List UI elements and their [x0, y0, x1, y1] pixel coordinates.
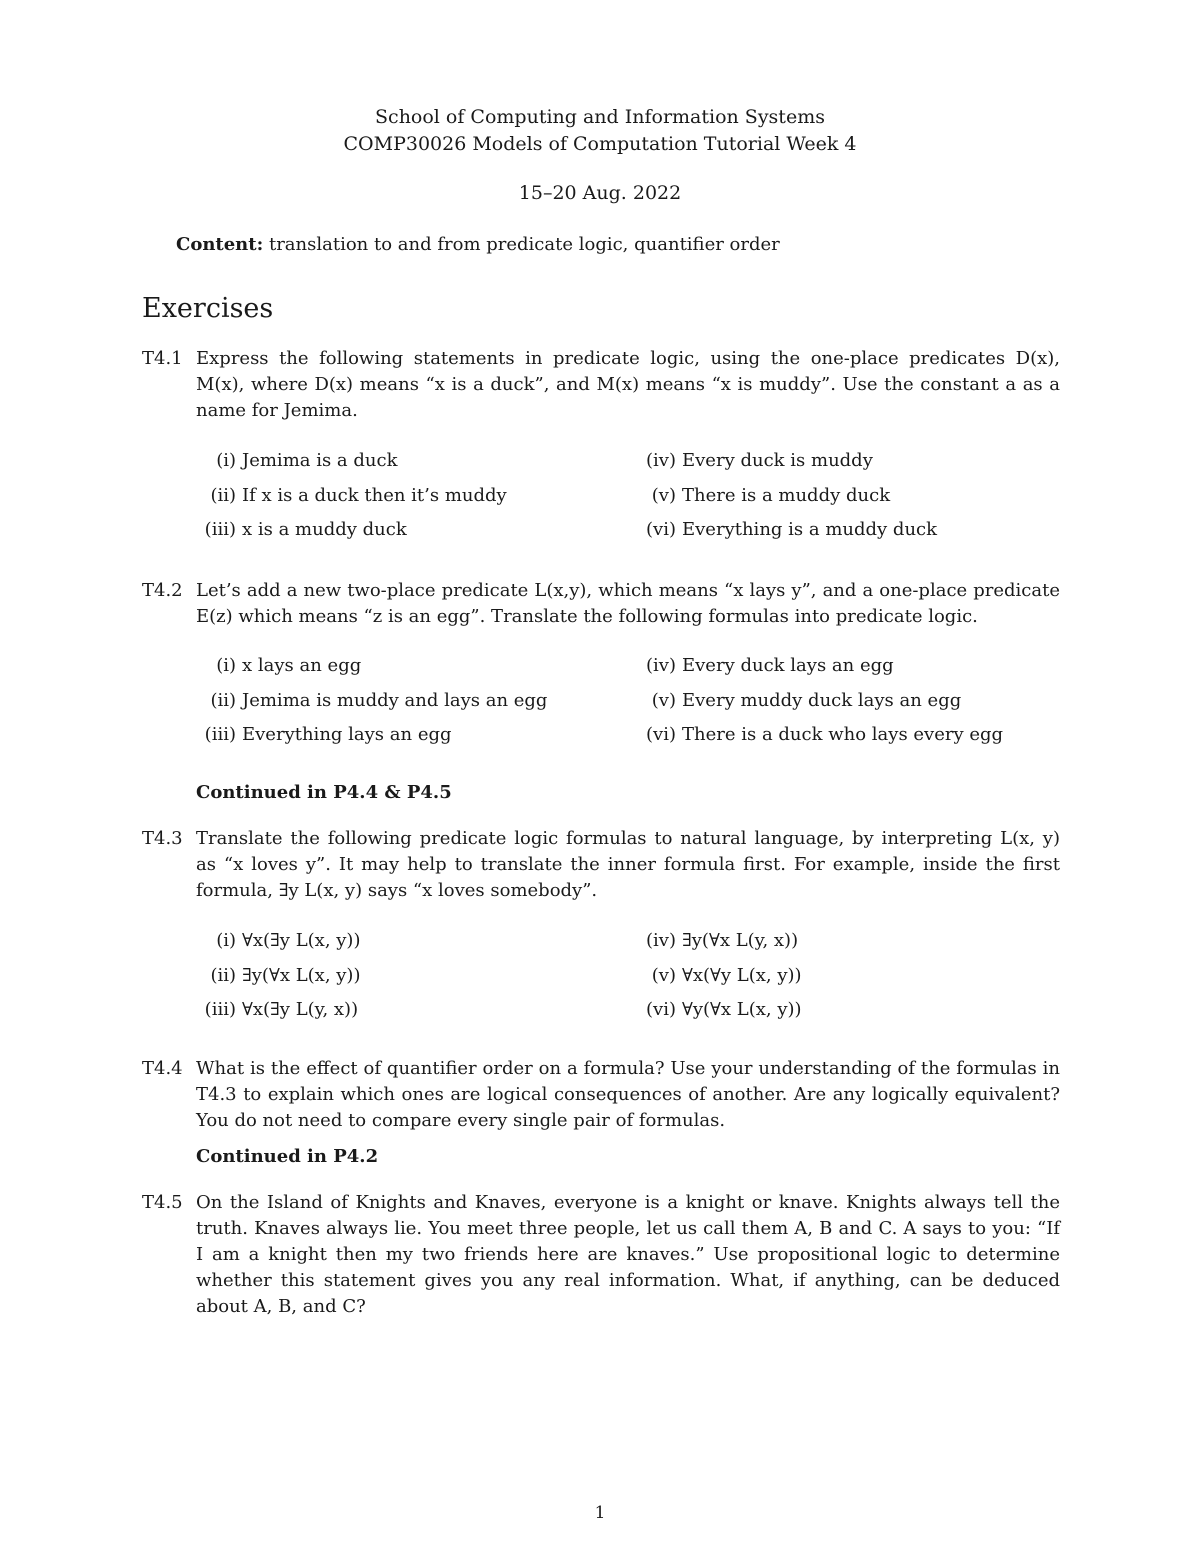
exercise-t4-1	[142, 346, 1060, 424]
list-item: (vi) ∀y(∀x L(x, y))	[646, 999, 802, 1020]
school-title: School of Computing and Information Systems	[375, 106, 825, 128]
exercise-number: T4.5	[142, 1192, 183, 1213]
list-item: (v) ∀x(∀y L(x, y))	[651, 965, 802, 986]
list-item: (v) There is a muddy duck	[651, 485, 891, 506]
list-item: (vi) There is a duck who lays every egg	[646, 724, 1004, 745]
list-item: (i) Jemima is a duck	[216, 450, 398, 471]
exercise-number: T4.2	[142, 580, 183, 601]
exercise-text: Let’s add a new two-place predicate L(x,y), which means “x lays y”, and a one-place predicate E(z) which means “z is an egg”. Translate the following formulas into predicate logic.	[196, 580, 1060, 627]
exercise-t4-3	[142, 826, 1060, 904]
list-item: (iv) Every duck lays an egg	[646, 655, 894, 676]
exercise-text: Translate the following predicate logic formulas to natural language, by interpreting L(x, y) as “x loves y”. It may help to translate the inner formula first. For example, inside the first formula, ∃y L(x, y) says “x loves somebody”.	[196, 828, 1060, 901]
continued-note: Continued in P4.2	[196, 1146, 379, 1167]
page-number: 1	[594, 1503, 606, 1523]
list-item: (iv) ∃y(∀x L(y, x))	[646, 930, 799, 951]
list-item: (iii) x is a muddy duck	[204, 519, 407, 540]
exercise-t4-2	[142, 578, 1060, 630]
list-item: (iv) Every duck is muddy	[646, 450, 873, 471]
exercise-text: On the Island of Knights and Knaves, everyone is a knight or knave. Knights always tell the truth. Knaves always lie. You meet three people, let us call them A, B and C. A says to you: “If I am a knight then my two friends here are knaves.” Use propositional logic to determine whether this statement gives you any real information. What, if anything, can be deduced about A, B, and C?	[196, 1192, 1060, 1317]
section-title: Exercises	[142, 293, 274, 324]
list-item: (ii) Jemima is muddy and lays an egg	[210, 690, 548, 711]
exercise-number: T4.4	[142, 1058, 183, 1079]
course-title: COMP30026 Models of Computation Tutorial Week 4	[343, 133, 857, 155]
list-item: (iii) Everything lays an egg	[204, 724, 452, 745]
list-item: (i) ∀x(∃y L(x, y))	[216, 930, 361, 951]
continued-note: Continued in P4.4 & P4.5	[196, 782, 452, 803]
list-item: (v) Every muddy duck lays an egg	[651, 690, 962, 711]
exercise-number: T4.1	[142, 348, 183, 369]
list-item: (vi) Everything is a muddy duck	[646, 519, 938, 540]
content-label: Content:	[176, 234, 264, 255]
list-item: (ii) ∃y(∀x L(x, y))	[210, 965, 361, 986]
date-line: 15–20 Aug. 2022	[518, 182, 682, 204]
exercise-t4-5	[142, 1190, 1060, 1320]
list-item: (i) x lays an egg	[216, 655, 362, 676]
exercise-text: What is the effect of quantifier order on a formula? Use your understanding of the formulas in T4.3 to explain which ones are logical consequences of another. Are any logically equivalent? You do not need to compare every single pair of formulas.	[196, 1058, 1060, 1131]
list-item: (ii) If x is a duck then it’s muddy	[210, 485, 507, 506]
content-text: translation to and from predicate logic, quantifier order	[268, 234, 780, 255]
exercise-t4-4	[142, 1056, 1060, 1134]
content-summary	[176, 234, 780, 255]
list-item: (iii) ∀x(∃y L(y, x))	[204, 999, 359, 1020]
exercise-text: Express the following statements in predicate logic, using the one-place predicates D(x), M(x), where D(x) means “x is a duck”, and M(x) means “x is muddy”. Use the constant a as a name for Jemima.	[196, 348, 1060, 421]
exercise-number: T4.3	[142, 828, 183, 849]
